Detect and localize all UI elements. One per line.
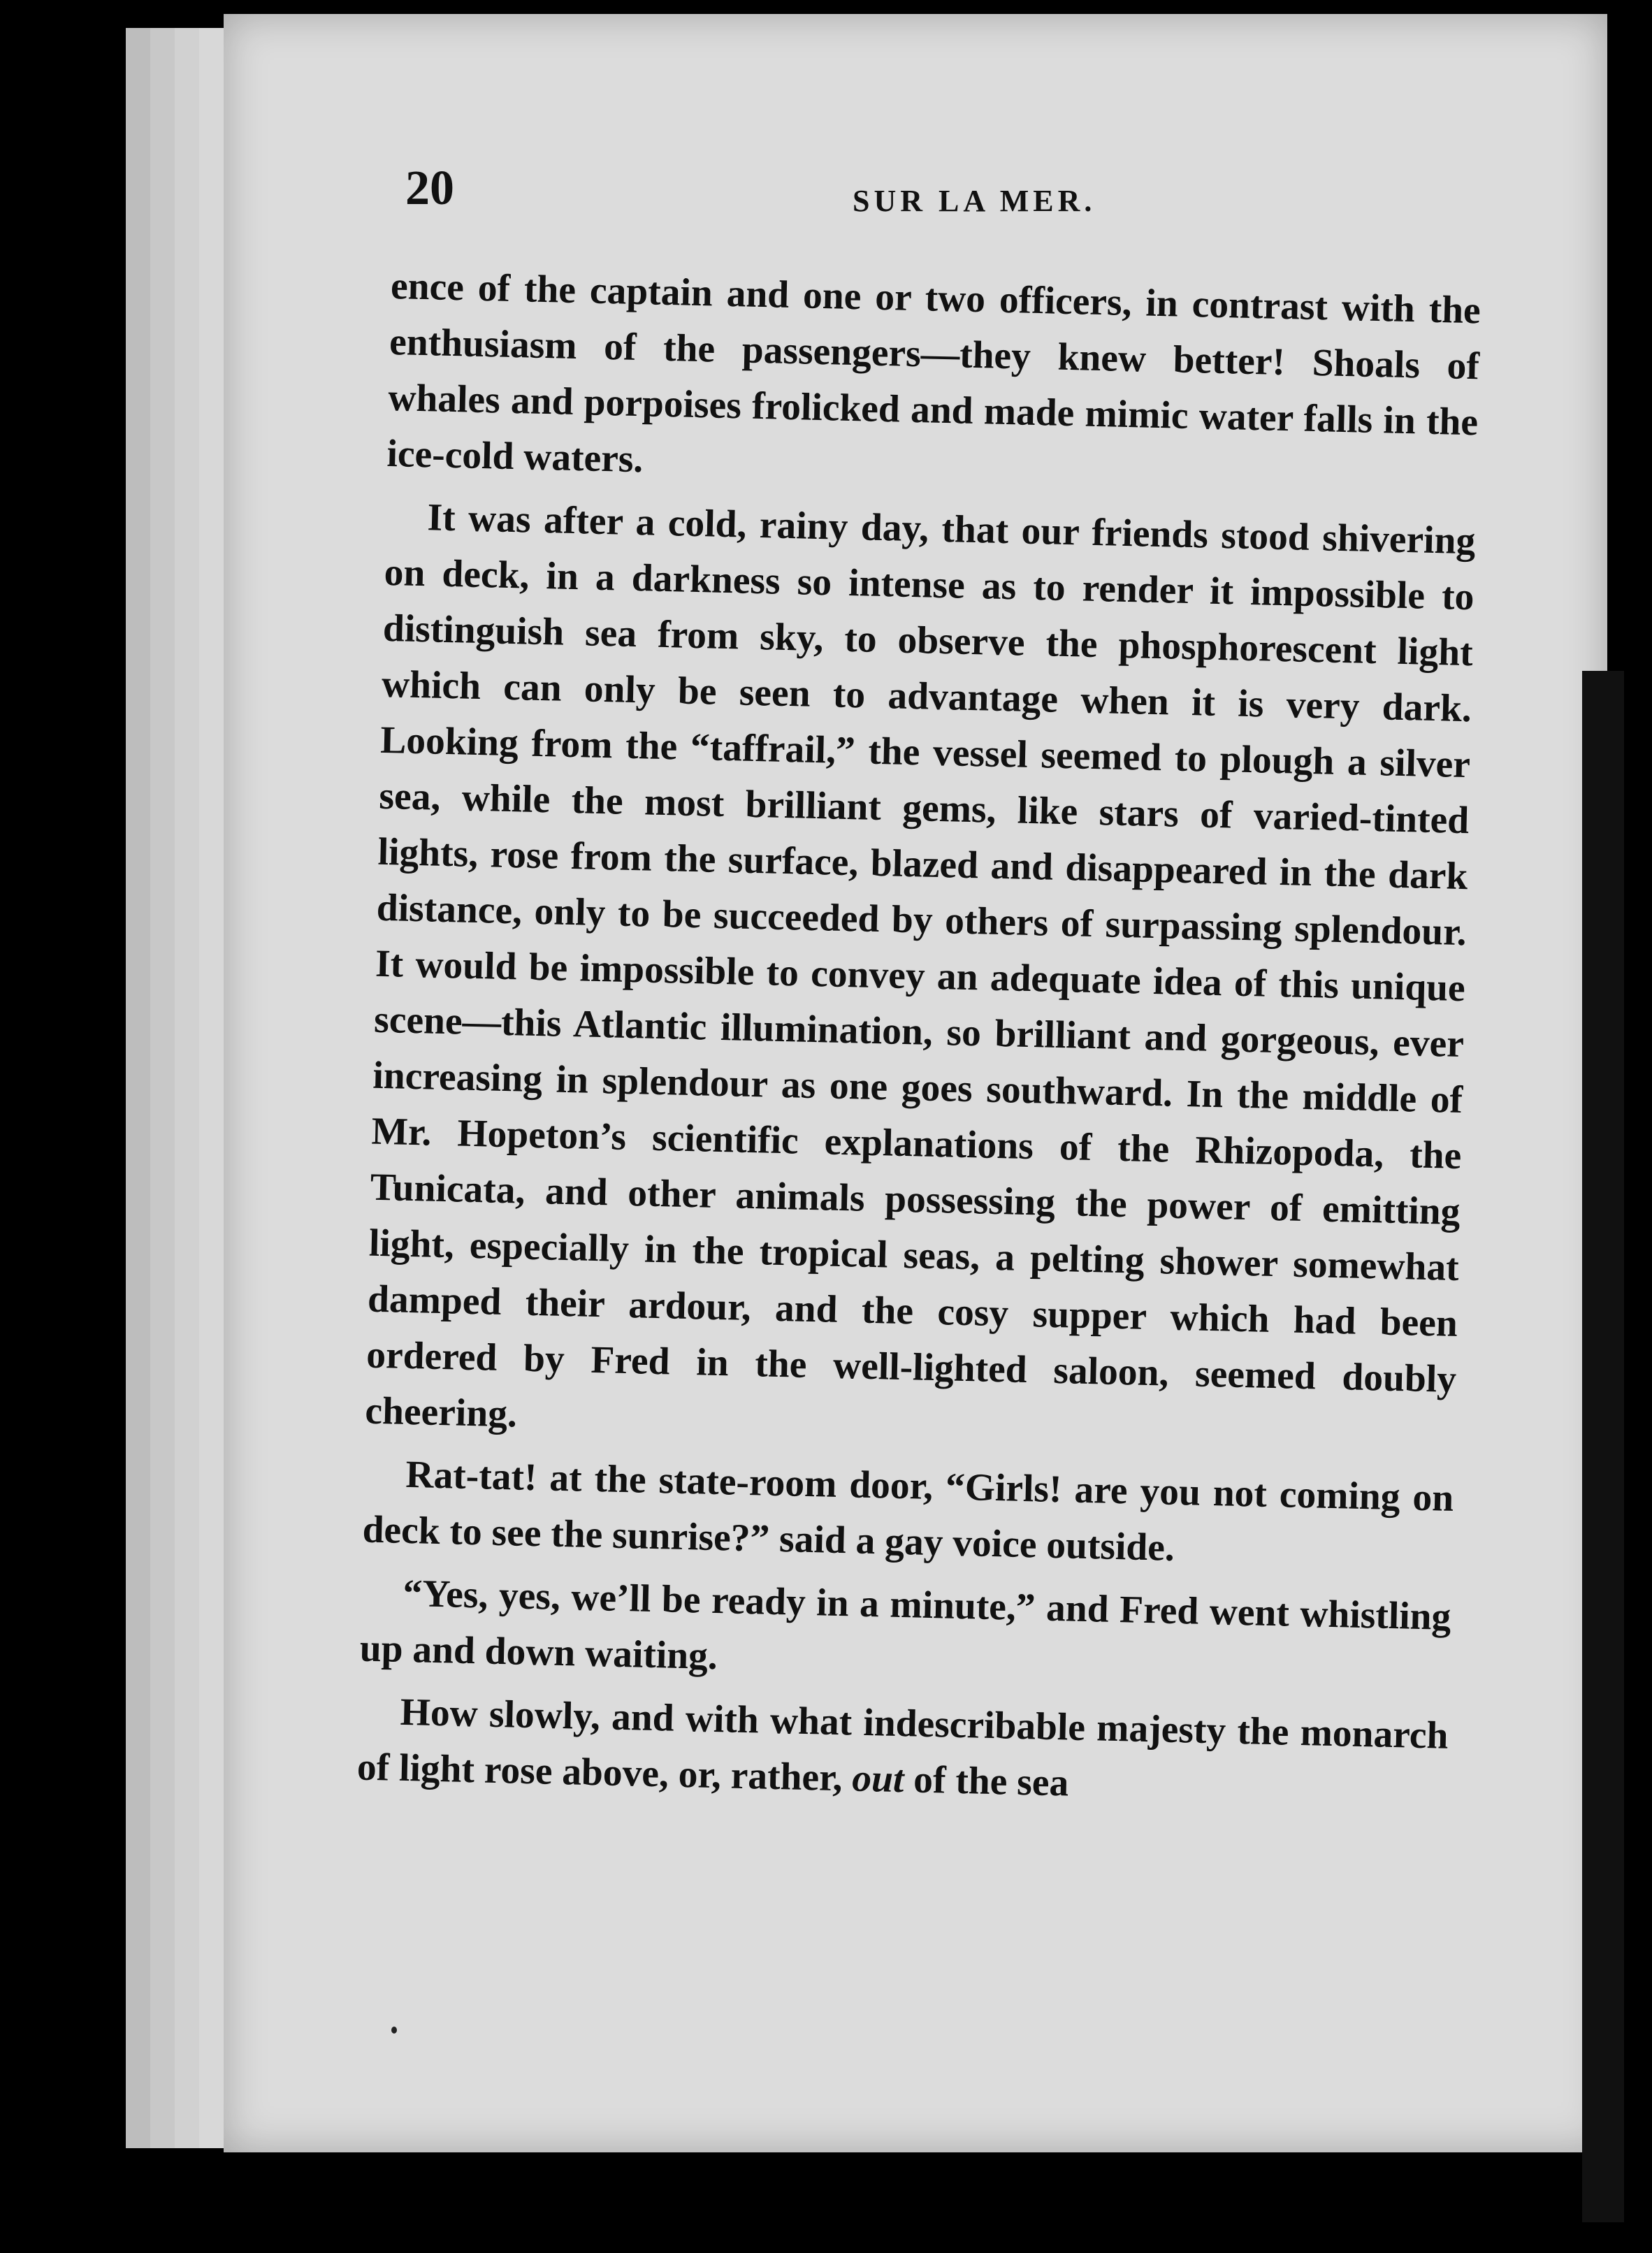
paragraph: ence of the captain and one or two officers, in contrast with the enthusiasm of the passengers—they knew better! Shoals of whales and porpoises frolicked and made mimic water falls in the ice-cold waters. [386, 264, 1481, 481]
running-head: SUR LA MER. [853, 184, 1096, 218]
paragraph: Rat-tat! at the state-room door, “Girls! are you not coming on deck to see the sunrise?” said a gay voice outside. [362, 1453, 1454, 1570]
paragraph: “Yes, yes, we’ll be ready in a minute,” and Fred went whistling up and down waiting. [359, 1572, 1451, 1679]
emphasis-text: out [851, 1757, 905, 1802]
paragraph: It was after a cold, rainy day, that our friends stood shivering on deck, in a darkness so intense as to render it impossible to distinguish sea from sky, to observe the phosphorescent light which can only be seen to advantage when it is very dark. Looking from the “taffrail,” the vessel seemed to plough a silver sea, while the most brilliant gems, like stars of varied-tinted lights, rose from the surface, blazed and disappeared in the dark distance, only to be succeeded by others of surpassing splendour. It would be impossible to convey an adequate idea of this unique scene—this Atlantic illumination, so brilliant and gorgeous, ever increasing in splendour as one goes southward. In the middle of Mr. Hopeton’s scientific explanations of the Rhizopoda, the Tunicata, and other animals possessing the power of emitting light, especially in the tropical seas, a pelting shower somewhat damped their ardour, and the cosy supper which had been ordered by Fred in the well-lighted saloon, seemed doubly cheering. [364, 496, 1476, 1436]
ink-speck [391, 2027, 397, 2034]
binding-shadow [1582, 671, 1624, 2222]
paragraph-text: of the sea [903, 1758, 1069, 1805]
body-text [356, 259, 1481, 1827]
page-header [405, 161, 1495, 224]
page-number: 20 [405, 161, 454, 215]
paragraph-text: How slowly, and with what indescribable majesty the monarch of light rose above, or, rather, [356, 1690, 1449, 1800]
paragraph [356, 1683, 1449, 1820]
